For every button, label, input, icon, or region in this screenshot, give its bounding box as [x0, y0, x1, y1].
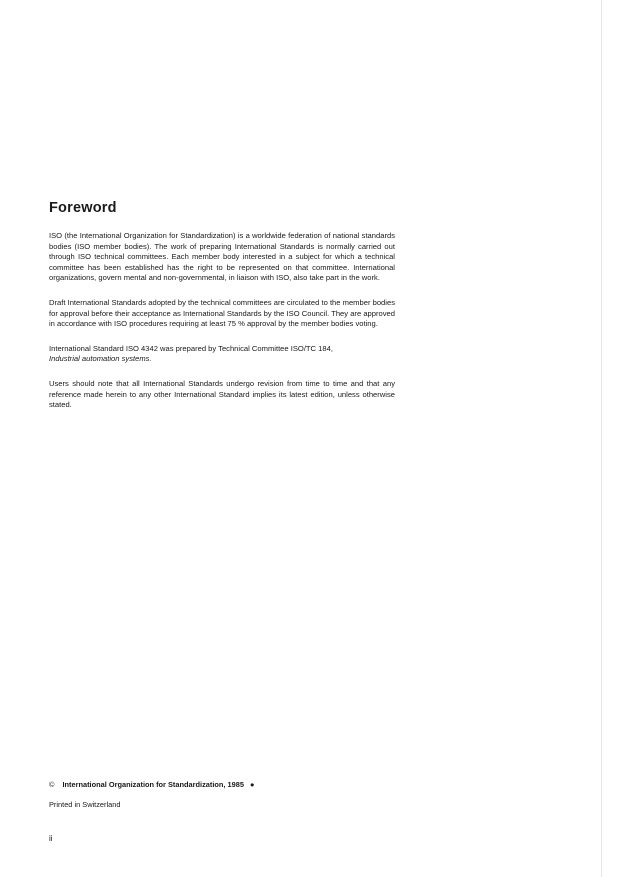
printed-location: Printed in Switzerland [49, 800, 121, 809]
bullet-icon: ● [249, 780, 255, 789]
paragraph-iso-overview: ISO (the International Organization for Standardization) is a worldwide federation of national standards bodies (ISO member bodies). The work of preparing International Standards is normally carried out through ISO technical committees. Each member body interested in a subject for which a technical committee has been established has the right to be represented on that committee. International organizations, govern mental and non-governmental, in liaison with ISO, also take part in the work. [49, 231, 395, 283]
copyright-text: International Organization for Standardization, 1985 [62, 780, 244, 789]
paragraph-standard-preparation [49, 344, 395, 365]
page-edge-line [601, 0, 602, 877]
page-title: Foreword [49, 200, 117, 216]
paragraph-revision-note: Users should note that all International Standards undergo revision from time to time and that any reference made herein to any other International Standard implies its latest edition, unless otherwise stated. [49, 378, 395, 410]
committee-title: Industrial automation systems. [49, 354, 152, 364]
page-number: ii [49, 834, 53, 843]
paragraph-standard-preparation-text: International Standard ISO 4342 was prepared by Technical Committee ISO/TC 184, [49, 343, 333, 353]
copyright-icon: © [49, 780, 55, 789]
copyright-line [49, 780, 254, 789]
paragraph-draft-standards: Draft International Standards adopted by the technical committees are circulated to the member bodies for approval before their acceptance as International Standards by the ISO Council. They are approved in accordance with ISO procedures requiring at least 75 % approval by the member bodies voting. [49, 297, 395, 329]
foreword-body [49, 231, 395, 411]
